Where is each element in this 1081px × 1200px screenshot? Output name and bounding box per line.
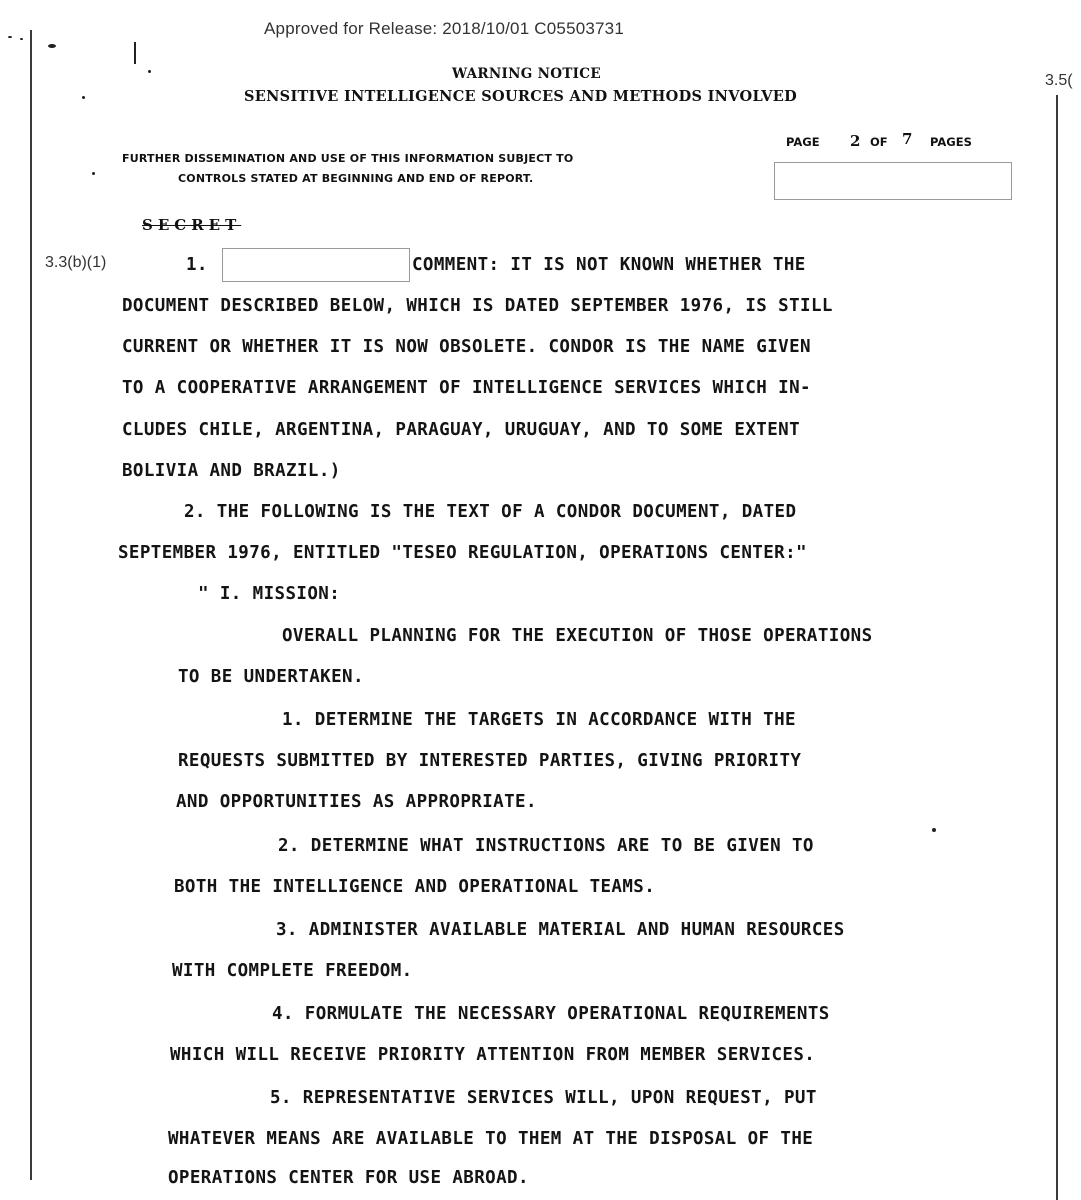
classification-marking: SECRET xyxy=(142,216,242,234)
item-4-line-1: 4. FORMULATE THE NECESSARY OPERATIONAL REQUIREMENTS xyxy=(272,1004,830,1024)
scan-speck xyxy=(148,70,151,73)
warning-notice-subtitle: SENSITIVE INTELLIGENCE SOURCES AND METHODS INVOLVED xyxy=(244,88,798,105)
page-left-edge xyxy=(30,30,32,1180)
scan-speck xyxy=(20,38,23,40)
paragraph-2-line-1: 2. THE FOLLOWING IS THE TEXT OF A CONDOR DOCUMENT, DATED xyxy=(184,502,797,522)
mission-line-2: TO BE UNDERTAKEN. xyxy=(178,667,364,687)
redaction-box-header xyxy=(774,162,1012,200)
paragraph-1-line-3: CURRENT OR WHETHER IT IS NOW OBSOLETE. CONDOR IS THE NAME GIVEN xyxy=(122,337,811,357)
item-1-line-3: AND OPPORTUNITIES AS APPROPRIATE. xyxy=(176,792,537,812)
item-5-line-1: 5. REPRESENTATIVE SERVICES WILL, UPON REQUEST, PUT xyxy=(270,1088,817,1108)
exemption-mark-right: 3.5( xyxy=(1045,72,1073,89)
item-2-line-2: BOTH THE INTELLIGENCE AND OPERATIONAL TEAMS. xyxy=(174,877,656,897)
item-3-line-1: 3. ADMINISTER AVAILABLE MATERIAL AND HUMAN RESOURCES xyxy=(276,920,845,940)
page-number: 2 xyxy=(850,132,861,150)
mission-heading: " I. MISSION: xyxy=(198,584,341,604)
item-5-line-3: OPERATIONS CENTER FOR USE ABROAD. xyxy=(168,1168,529,1188)
page-label: PAGE xyxy=(786,135,820,149)
page-right-edge xyxy=(1056,95,1058,1200)
paragraph-1-line-1: COMMENT: IT IS NOT KNOWN WHETHER THE xyxy=(412,255,806,275)
scan-speck xyxy=(134,42,136,64)
paragraph-1-line-5: CLUDES CHILE, ARGENTINA, PARAGUAY, URUGUAY, AND TO SOME EXTENT xyxy=(122,420,801,440)
warning-notice-title: WARNING NOTICE xyxy=(452,66,601,82)
pages-label: PAGES xyxy=(930,135,972,149)
redaction-box-paragraph-1 xyxy=(222,248,410,282)
scan-speck xyxy=(8,36,12,38)
item-3-line-2: WITH COMPLETE FREEDOM. xyxy=(172,961,413,981)
exemption-mark-left: 3.3(b)(1) xyxy=(45,254,107,271)
paragraph-1-line-4: TO A COOPERATIVE ARRANGEMENT OF INTELLIGENCE SERVICES WHICH IN- xyxy=(122,378,811,398)
item-1-line-2: REQUESTS SUBMITTED BY INTERESTED PARTIES, GIVING PRIORITY xyxy=(178,751,802,771)
mission-line-1: OVERALL PLANNING FOR THE EXECUTION OF THOSE OPERATIONS xyxy=(282,626,873,646)
release-stamp: Approved for Release: 2018/10/01 C05503731 xyxy=(264,19,624,38)
paragraph-1-line-2: DOCUMENT DESCRIBED BELOW, WHICH IS DATED SEPTEMBER 1976, IS STILL xyxy=(122,296,833,316)
dissemination-line-1: FURTHER DISSEMINATION AND USE OF THIS INFORMATION SUBJECT TO xyxy=(122,152,574,165)
item-2-line-1: 2. DETERMINE WHAT INSTRUCTIONS ARE TO BE GIVEN TO xyxy=(278,836,814,856)
scan-speck xyxy=(48,44,56,48)
page-total: 7 xyxy=(902,130,913,148)
scan-speck xyxy=(82,96,85,99)
paragraph-1-number: 1. xyxy=(186,255,208,275)
item-4-line-2: WHICH WILL RECEIVE PRIORITY ATTENTION FROM MEMBER SERVICES. xyxy=(170,1045,816,1065)
page-of-label: OF xyxy=(870,135,888,149)
dissemination-line-2: CONTROLS STATED AT BEGINNING AND END OF REPORT. xyxy=(178,172,534,185)
scan-speck xyxy=(932,828,936,832)
paragraph-1-line-6: BOLIVIA AND BRAZIL.) xyxy=(122,461,341,481)
scan-speck xyxy=(92,172,95,175)
item-1-line-1: 1. DETERMINE THE TARGETS IN ACCORDANCE WITH THE xyxy=(282,710,796,730)
paragraph-2-line-2: SEPTEMBER 1976, ENTITLED "TESEO REGULATION, OPERATIONS CENTER:" xyxy=(118,543,807,563)
item-5-line-2: WHATEVER MEANS ARE AVAILABLE TO THEM AT THE DISPOSAL OF THE xyxy=(168,1129,814,1149)
